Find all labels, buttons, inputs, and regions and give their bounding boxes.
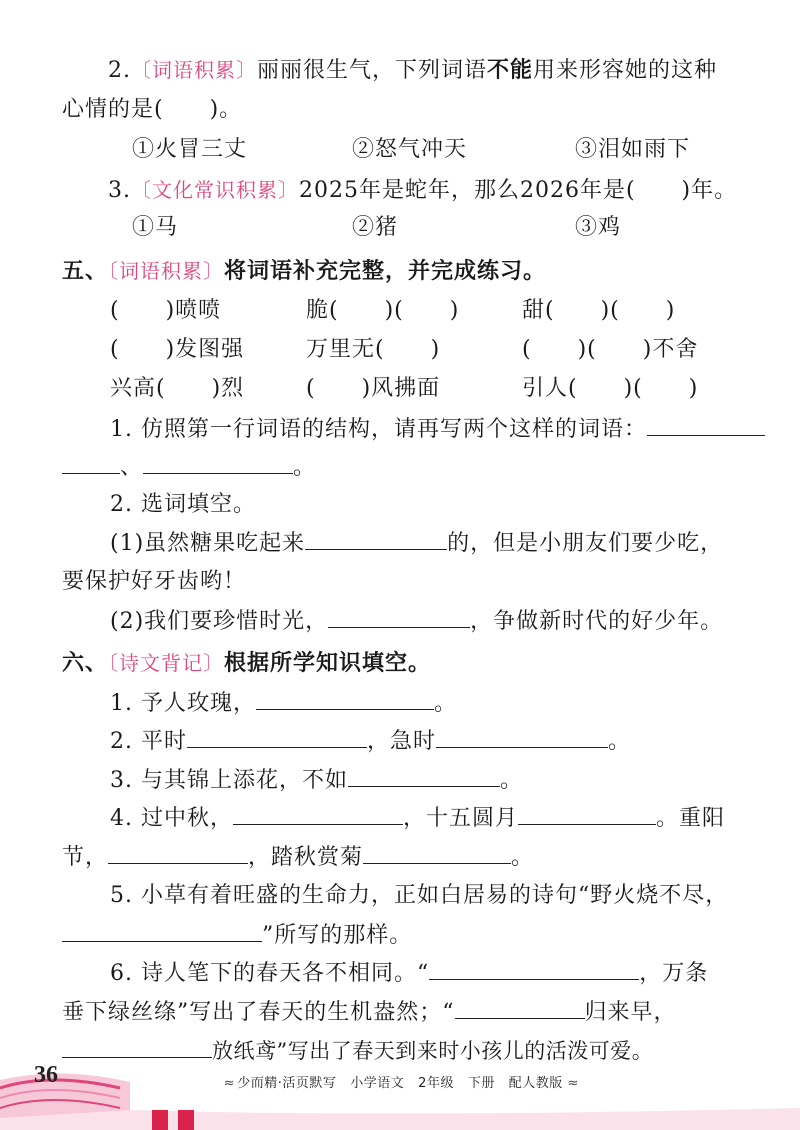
word-r3c3: 引人( )( ) [522, 376, 699, 401]
period: 。 [433, 691, 457, 716]
separator: 、 [120, 455, 144, 480]
section-5-number: 五、 [62, 259, 109, 284]
q2-line1 [108, 55, 717, 86]
s5-q2-1-line2: 要保护好牙齿哟！ [62, 569, 247, 594]
section-6-title: 根据所学知识填空。 [224, 651, 432, 676]
q3-number: 3. [108, 178, 131, 203]
s6-item-4-text-a: 4. 过中秋， [110, 806, 233, 831]
section-5-heading [62, 256, 546, 287]
wave-ornament-icon: ≈ [223, 1076, 233, 1091]
binding-mark [152, 1110, 168, 1130]
footer-series: 少而精·活页默写 [237, 1076, 337, 1091]
s6-item-5-text-b: ”所写的那样。 [262, 923, 413, 948]
word-r2c1: ( )发图强 [110, 337, 245, 362]
answer-blank[interactable] [143, 452, 293, 474]
q3-option-1: ①马 [132, 215, 179, 240]
word-r2c3: ( )( )不舍 [522, 337, 699, 362]
answer-blank[interactable] [455, 997, 585, 1019]
section-6-heading [62, 648, 431, 679]
q3-text: 2025年是蛇年，那么2026年是( )年。 [299, 178, 738, 203]
s6-item-4-text-d: 节， [62, 845, 109, 870]
q2-number: 2. [108, 58, 131, 83]
section-5-tag: 〔词语积累〕 [108, 259, 225, 283]
footer-term: 下册 [467, 1076, 495, 1091]
answer-blank[interactable] [436, 726, 608, 748]
s6-item-1-text: 1. 予人玫瑰， [110, 691, 256, 716]
period: 。 [499, 768, 523, 793]
s5-q2-title: 2. 选词填空。 [110, 492, 256, 517]
s6-item-6-text-e: 放纸鸢”写出了春天到来时小孩儿的活泼可爱。 [212, 1039, 654, 1063]
answer-blank[interactable] [108, 842, 248, 864]
word-r2c2: 万里无( ) [306, 337, 441, 362]
s5-q1-text: 1. 仿照第一行词语的结构，请再写两个这样的词语： [110, 417, 647, 442]
q2-tag: 〔词语积累〕 [131, 58, 257, 82]
period: 。 [511, 845, 535, 870]
answer-blank[interactable] [348, 765, 500, 787]
section-6-tag: 〔诗文背记〕 [108, 651, 225, 675]
answer-blank[interactable] [518, 803, 656, 825]
answer-blank[interactable] [328, 606, 470, 628]
q2-bold-word: 不能 [487, 58, 534, 83]
s6-item-6-text-d: 归来早， [584, 1000, 677, 1025]
q2-option-3: ③泪如雨下 [575, 137, 691, 162]
s5-q2-2 [110, 606, 723, 637]
s6-item-3-text: 3. 与其锦上添花，不如 [110, 768, 348, 793]
section-5-title: 将词语补充完整，并完成练习。 [224, 259, 547, 284]
s6-item-2-text-a: 2. 平时 [110, 729, 187, 754]
answer-blank[interactable] [363, 842, 511, 864]
footer-subject: 小学语文 [350, 1076, 405, 1091]
s6-item-4-text-b: ，十五圆月 [402, 806, 518, 831]
s6-item-6-line1 [110, 958, 708, 989]
q2-line2: 心情的是( )。 [62, 97, 243, 122]
answer-blank[interactable] [62, 1036, 212, 1058]
s6-item-3 [110, 765, 523, 796]
word-r1c1: ( )喷喷 [110, 298, 222, 323]
answer-blank[interactable] [187, 726, 367, 748]
answer-blank[interactable] [62, 452, 120, 474]
s5-q2-1-line1 [110, 528, 723, 559]
q2-text-b: 用来形容她的这种 [533, 58, 718, 83]
answer-blank[interactable] [647, 414, 765, 436]
section-6-number: 六、 [62, 651, 109, 676]
q2-text-a: 丽丽很生气，下列词语 [257, 58, 488, 83]
s6-item-6-text-c: 垂下绿丝绦”写出了春天的生机盎然；“ [62, 1000, 455, 1025]
page-number: 36 [34, 1062, 58, 1088]
s6-item-6-line2 [62, 997, 677, 1028]
s6-item-4-line2 [62, 842, 534, 873]
binding-mark [178, 1110, 194, 1130]
s6-item-4-line1 [110, 803, 725, 834]
period: 。 [293, 455, 317, 480]
q3-tag: 〔文化常识积累〕 [131, 178, 299, 202]
q3-line1 [108, 175, 737, 206]
footer-edition: 配人教版 [508, 1076, 563, 1091]
s6-item-6-text-b: ，万条 [639, 961, 709, 986]
word-r3c2: ( )风拂面 [306, 376, 441, 401]
q3-option-3: ③鸡 [575, 215, 622, 240]
answer-blank[interactable] [62, 920, 262, 942]
q3-option-2: ②猪 [352, 215, 399, 240]
s6-item-4-text-e: ，踏秋赏菊 [248, 845, 364, 870]
s6-item-1 [110, 688, 457, 719]
period: 。 [608, 729, 632, 754]
word-r1c3: 甜( )( ) [522, 298, 676, 323]
q2-option-1: ①火冒三丈 [132, 137, 248, 162]
answer-blank[interactable] [429, 958, 639, 980]
word-r3c1: 兴高( )烈 [110, 376, 245, 401]
q2-option-2: ②怒气冲天 [352, 137, 468, 162]
s6-item-6-text-a: 6. 诗人笔下的春天各不相同。“ [110, 961, 430, 986]
s5-q1-line2 [62, 452, 316, 483]
footer-grade: 2年级 [418, 1076, 454, 1091]
s6-item-2 [110, 726, 631, 757]
answer-blank[interactable] [256, 688, 434, 710]
s6-item-5-line1: 5. 小草有着旺盛的生命力，正如白居易的诗句“野火烧不尽， [110, 883, 729, 908]
s6-item-4-text-c: 。重阳 [656, 806, 726, 831]
wave-ornament-icon: ≈ [567, 1076, 577, 1091]
s5-q2-1-text-a: (1)虽然糖果吃起来 [110, 531, 306, 556]
s5-q2-2-text-a: (2)我们要珍惜时光， [110, 609, 329, 634]
footer-info [0, 1072, 800, 1091]
s5-q2-1-text-b: 的，但是小朋友们要少吃， [447, 531, 724, 556]
answer-blank[interactable] [305, 528, 447, 550]
s5-q1-line1 [110, 414, 765, 445]
s6-item-2-text-b: ，急时 [366, 729, 436, 754]
s5-q2-2-text-b: ，争做新时代的好少年。 [470, 609, 724, 634]
answer-blank[interactable] [233, 803, 403, 825]
word-r1c2: 脆( )( ) [306, 298, 460, 323]
s6-item-5-line2 [62, 920, 412, 951]
footer-wave-band [0, 1058, 800, 1130]
